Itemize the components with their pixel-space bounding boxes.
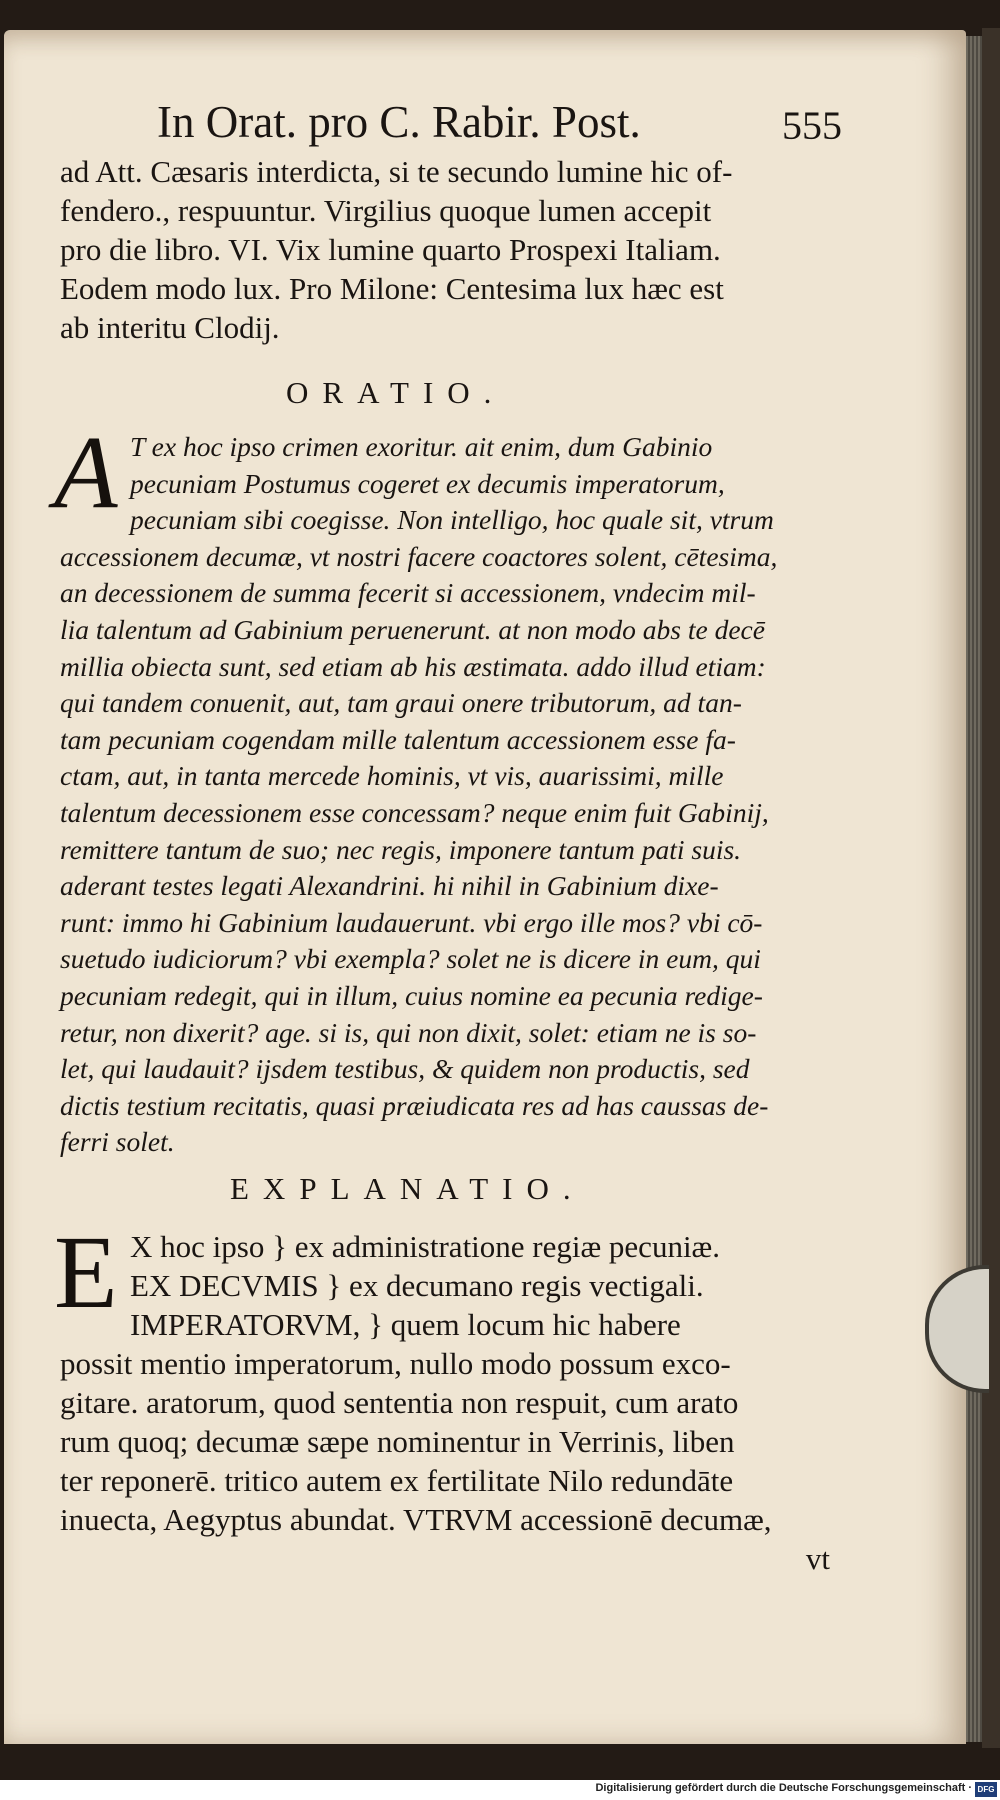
explanatio-paragraph: [54, 1214, 840, 1578]
text-line: inuecta, Aegyptus abundat. VTRVM accessionē decumæ,: [60, 1501, 772, 1537]
oratio-heading: ORATIO.: [286, 375, 506, 410]
running-title: In Orat. pro C. Rabir. Post.: [157, 97, 641, 147]
text-line: accessionem decumæ, vt nostri facere coactores solent, cētesima,: [60, 540, 778, 572]
text-line: pro die libro. VI. Vix lumine quarto Prospexi Italiam.: [60, 232, 721, 267]
running-head: [60, 90, 840, 152]
text-line: pecuniam Postumus cogeret ex decumis imperatorum,: [130, 467, 725, 499]
text-line: X hoc ipso } ex administratione regiæ pecuniæ.: [130, 1228, 720, 1264]
text-line: let, qui laudauit? ijsdem testibus, & quidem non productis, sed: [60, 1053, 750, 1085]
text-line: tam pecuniam cogendam mille talentum accessionem esse fa-: [60, 723, 736, 755]
text-line: possit mentio imperatorum, nullo modo possum exco-: [60, 1345, 731, 1381]
page-edges: [966, 36, 982, 1742]
text-line: talentum decessionem esse concessam? neque enim fuit Gabinij,: [60, 796, 769, 828]
explanatio-heading: EXPLANATIO.: [230, 1170, 585, 1206]
text-line: IMPERATORVM, } quem locum hic habere: [130, 1306, 681, 1342]
text-line: suetudo iudiciorum? vbi exempla? solet ne is dicere in eum, qui: [60, 943, 761, 975]
text-line: ab interitu Clodij.: [60, 310, 280, 345]
text-line: aderant testes legati Alexandrini. hi nihil in Gabinium dixe-: [60, 870, 719, 902]
drop-cap-initial: A: [54, 415, 118, 530]
text-line: ctam, aut, in tanta mercede hominis, vt vis, auarissimi, mille: [60, 760, 724, 792]
text-line: ad Att. Cæsaris interdicta, si te secundo lumine hic of-: [60, 154, 733, 189]
text-line: retur, non dixerit? age. si is, qui non dixit, solet: etiam ne is so-: [60, 1016, 757, 1048]
dfg-logo: DFG: [975, 1782, 997, 1797]
text-line: lia talentum ad Gabinium peruenerunt. at non modo abs te decē: [60, 613, 765, 645]
intro-paragraph: [60, 152, 840, 347]
text-line: an decessionem de summa fecerit si accessionem, vndecim mil-: [60, 577, 756, 609]
text-line: EX DECVMIS } ex decumano regis vectigali.: [130, 1267, 704, 1303]
catchword: vt: [805, 1540, 830, 1576]
text-line: remittere tantum de suo; nec regis, imponere tantum pati suis.: [60, 833, 742, 865]
text-line: runt: immo hi Gabinium laudauerunt. vbi ergo ille mos? vbi cō-: [60, 906, 763, 938]
text-line: ferri solet.: [60, 1126, 175, 1158]
text-line: rum quoq; decumæ sæpe nominentur in Verrinis, liben: [60, 1423, 735, 1459]
text-line: fendero., respuuntur. Virgilius quoque lumen accepit: [60, 193, 712, 228]
text-line: qui tandem conuenit, aut, tam graui onere tributorum, ad tan-: [60, 687, 742, 719]
page-text: [54, 90, 842, 1578]
digitization-footer: [0, 1780, 1000, 1800]
footer-credit: Digitalisierung gefördert durch die Deutsche Forschungsgemeinschaft ·: [595, 1782, 972, 1794]
book-spine: [982, 28, 1000, 1748]
text-line: gitare. aratorum, quod sententia non respuit, cum arato: [60, 1384, 739, 1420]
text-line: pecuniam redegit, qui in illum, cuius nomine ea pecunia redige-: [60, 979, 763, 1011]
text-line: dictis testium recitatis, quasi præiudicata res ad has caussas de-: [60, 1089, 769, 1121]
text-line: T ex hoc ipso crimen exoritur. ait enim, dum Gabinio: [130, 431, 713, 462]
text-line: millia obiecta sunt, sed etiam ab his æstimata. addo illud etiam:: [60, 650, 766, 682]
text-line: ter reponerē. tritico autem ex fertilitate Nilo redundāte: [60, 1462, 734, 1498]
page-number: 555: [782, 103, 842, 148]
text-line: Eodem modo lux. Pro Milone: Centesima lux hæc est: [60, 271, 724, 306]
oratio-paragraph: [54, 415, 840, 1161]
drop-cap-initial: E: [54, 1214, 118, 1330]
text-line: pecuniam sibi coegisse. Non intelligo, hoc quale sit, vtrum: [130, 504, 774, 536]
